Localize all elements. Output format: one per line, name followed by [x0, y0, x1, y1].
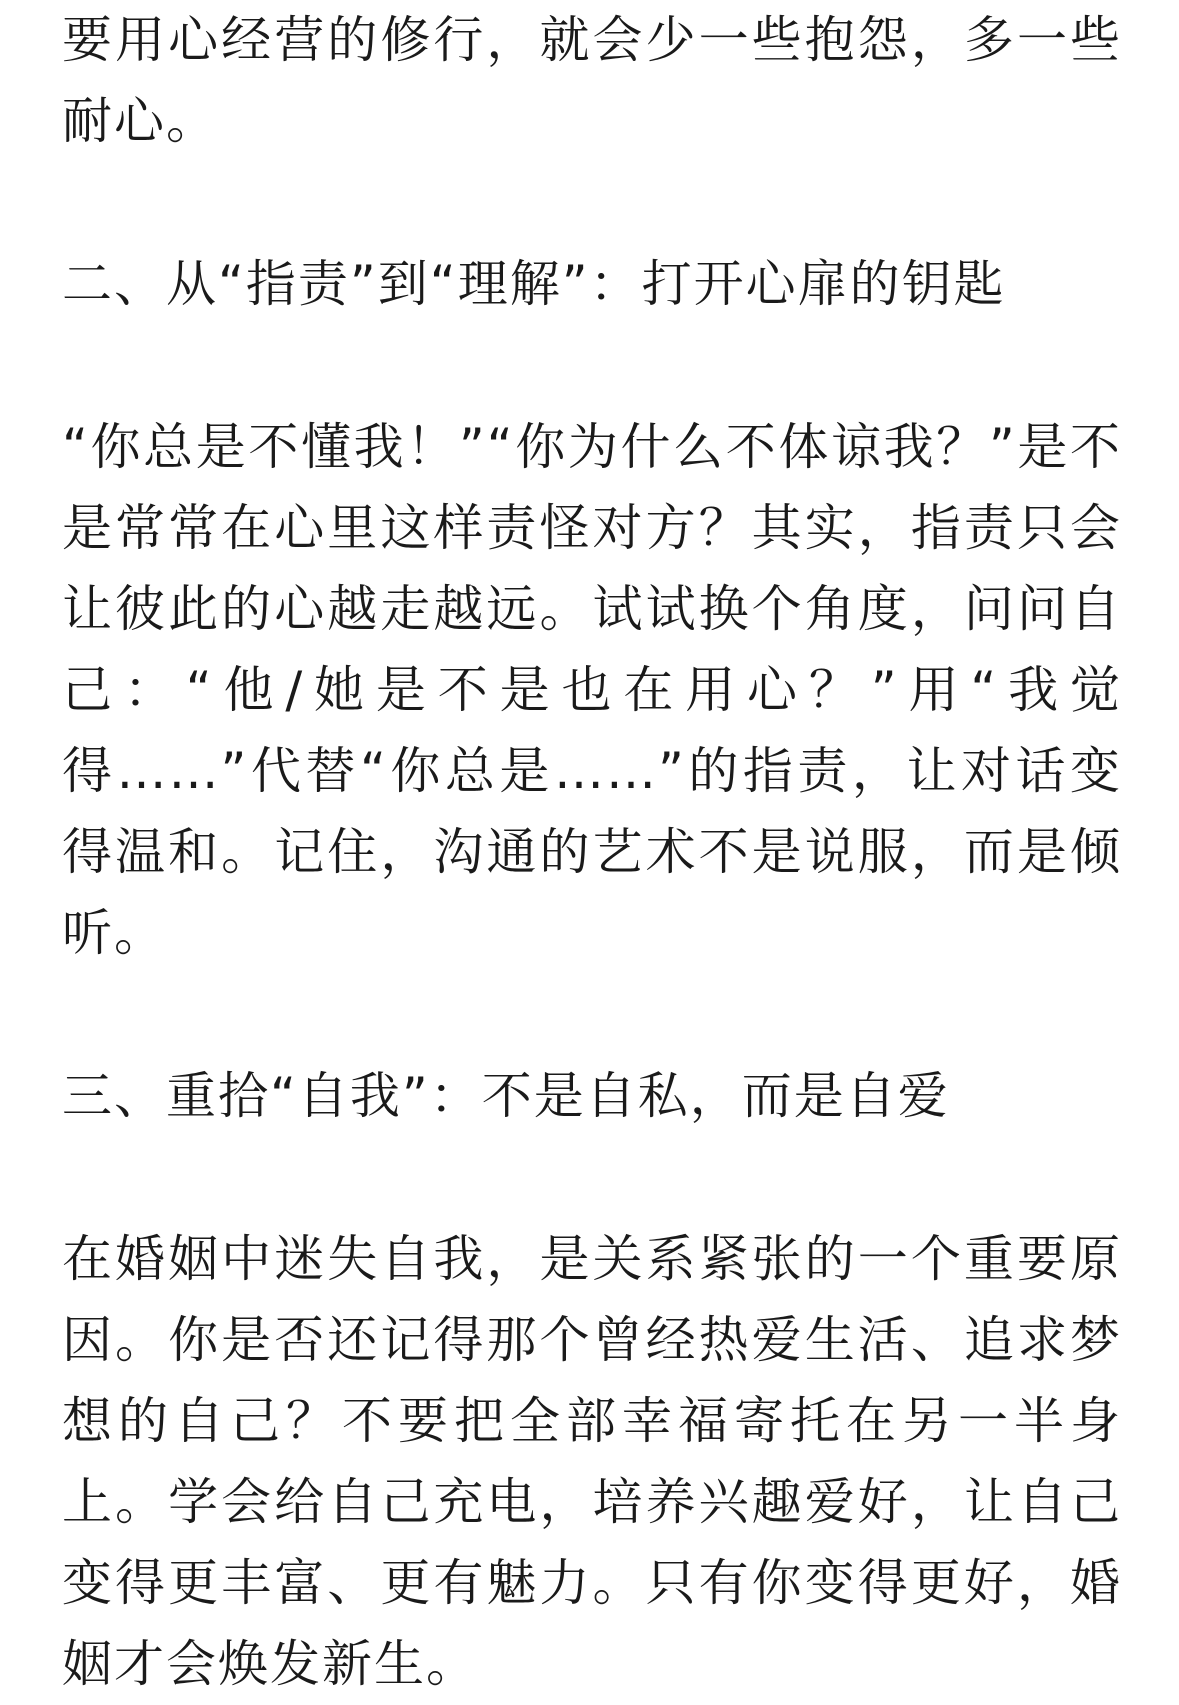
section-heading-2: 二、从“指责”到“理解”：打开心扉的钥匙	[62, 255, 1006, 313]
paragraph-section-3: 在婚姻中迷失自我，是关系紧张的一个重要原因。你是否还记得那个曾经热爱生活、追求梦想的自己？不要把全部幸福寄托在另一半身上。学会给自己充电，培养兴趣爱好，让自己变得更丰富、更有魅力。只有你变得更好，婚姻才会焕发新生。	[62, 1230, 1122, 1693]
article-body	[62, 0, 1122, 1705]
paragraph-spacer	[62, 1137, 1122, 1219]
paragraph-spacer	[62, 974, 1122, 1056]
section-heading-3: 三、重拾“自我”：不是自私，而是自爱	[62, 1067, 950, 1125]
paragraph-spacer	[62, 325, 1122, 407]
paragraph-spacer	[62, 162, 1122, 244]
paragraph-intro-ending: 要用心经营的修行，就会少一些抱怨，多一些耐心。	[62, 11, 1122, 150]
paragraph-section-2: “你总是不懂我！”“你为什么不体谅我？”是不是常常在心里这样责怪对方？其实，指责只会让彼此的心越走越远。试试换个角度，问问自己：“他/她是不是也在用心？”用“我觉得……”代替“你总是……”的指责，让对话变得温和。记住，沟通的艺术不是说服，而是倾听。	[62, 418, 1122, 962]
